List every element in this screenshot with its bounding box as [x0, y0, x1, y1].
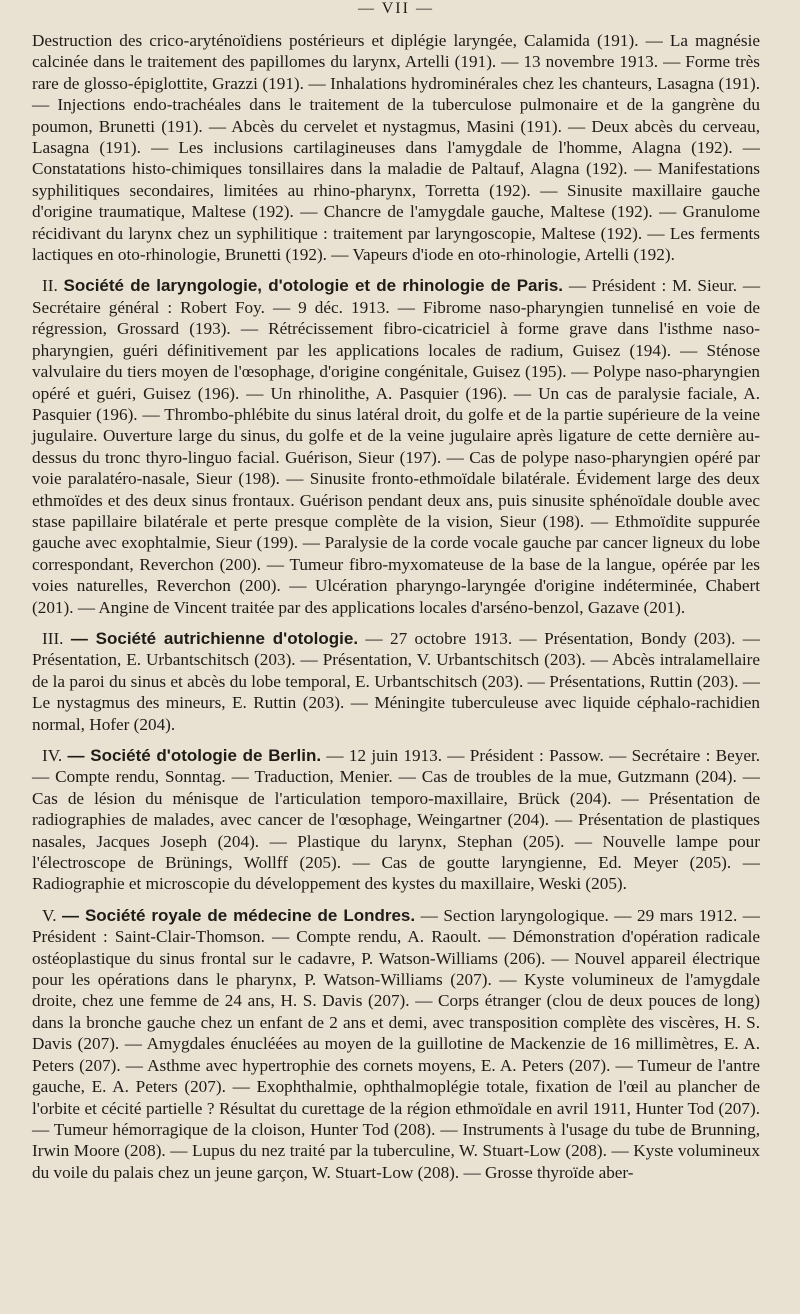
section-number: III. — [42, 628, 64, 648]
section-paragraph-4 — [32, 745, 760, 895]
body-text — [32, 30, 760, 1183]
section-number: II. — [42, 276, 58, 296]
section-paragraph-2 — [32, 275, 760, 618]
section-title: — Société d'otologie de Berlin. — [67, 746, 322, 765]
section-body: — 12 juin 1913. — Président : Passow. — Secrétaire : Beyer. — Compte rendu, Sonntag. — Traduction, Menier. — Cas de troubles de la mue, Gutzmann (204). — Cas de lésion du ménisque de l'articulation temporo-maxillaire, Brück (204). — Présentation de radiographies de malades, avec cancer de l'œsophage, Weingartner (204). — Présentation de plastiques nasales, Jacques Joseph (204). — Plastique du larynx, Stephan (205). — Nouvelle lampe pour l'électroscope de Brünings, Wollff (205). — Cas de goutte laryngienne, Ed. Meyer (205). — Radiographie et microscopie du développement des kystes du maxillaire, Weski (205). — [32, 746, 761, 894]
section-title: — Société autrichienne d'otologie. — [70, 628, 359, 648]
section-paragraph-5 — [32, 905, 760, 1183]
section-number: V. — [42, 905, 57, 925]
section-paragraph-3 — [32, 628, 760, 735]
section-body: — Section laryngologique. — 29 mars 1912. — Président : Saint-Clair-Thomson. — Compte rendu, A. Raoult. — Démonstration d'opération radicale ostéoplastique du sinus frontal sur le cadavre, P. Watson-Williams (206). — Nouvel appareil électrique pour les opérations dans le pharynx, P. Watson-Williams (207). — Kyste volumineux de l'amygdale droite, chez une femme de 24 ans, H. S. Davis (207). — Corps étranger (clou de deux pouces de long) dans la bronche gauche chez un enfant de 2 ans et demi, avec transposition complète des viscères, H. S. Davis (207). — Amygdales énucléées au moyen de la guillotine de Mackenzie de 16 millimètres, E. A. Peters (207). — Asthme avec hypertrophie des cornets moyens, E. A. Peters (207). — Tumeur de l'antre gauche, E. A. Peters (207). — Exophthalmie, ophthalmoplégie totale, fixation de l'œil au plancher de l'orbite et cécité partielle ? Résultat du curettage de la région ethmoïdale en avril 1911, Hunter Tod (207). — Tumeur hémorragique de la cloison, Hunter Tod (208). — Instruments à l'usage du tube de Brunning, Irwin Moore (208). — Lupus du nez traité par la tuberculine, W. Stuart-Low (208). — Kyste volumineux du voile du palais chez un jeune garçon, W. Stuart-Low (208). — Grosse thyroïde aber- — [32, 905, 760, 1182]
section-title: Société de laryngologie, d'otologie et de rhinologie de Paris. — [63, 276, 564, 296]
intro-paragraph: Destruction des crico-aryténoïdiens postérieurs et diplégie laryngée, Calamida (191). — La magnésie calcinée dans le traitement des papillomes du larynx, Artelli (191). — 13 novembre 1913. — Forme très rare de glosso-épiglottite, Grazzi (191). — Inhalations hydrominérales chez les chanteurs, Lasagna (191). — Injections endo-trachéales dans le traitement de la tuberculose pulmonaire et de la gangrène du poumon, Brunetti (191). — Abcès du cervelet et nystagmus, Masini (191). — Deux abcès du cerveau, Lasagna (191). — Les inclusions cartilagineuses dans l'amygdale de l'homme, Alagna (192). — Constatations histo-chimiques tonsillaires dans la maladie de Paltauf, Alagna (192). — Manifestations syphilitiques secondaires, limitées au rhino-pharynx, Torretta (192). — Sinusite maxillaire gauche d'origine traumatique, Maltese (192). — Chancre de l'amygdale gauche, Maltese (192). — Granulome récidivant du larynx chez un syphilitique : traitement par laryngoscopie, Maltese (192). — Les ferments lactiques en oto-rhinologie, Brunetti (192). — Vapeurs d'iode en oto-rhinologie, Artelli (192). — [32, 31, 760, 265]
section-title: — Société royale de médecine de Londres. — [62, 905, 416, 925]
section-body: — Président : M. Sieur. — Secrétaire général : Robert Foy. — 9 déc. 1913. — Fibrome naso-pharyngien tunnelisé en voie de régression, Grossard (193). — Rétrécissement fibro-cicatriciel à forme grave dans l'isthme naso-pharyngien, guéri définitivement par les applications locales de radium, Guisez (194). — Sténose valvulaire du tiers moyen de l'œsophage, d'origine congénitale, Guisez (195). — Polype naso-pharyngien opéré et guéri, Guisez (196). — Un rhinolithe, A. Pasquier (196). — Un cas de paralysie faciale, A. Pasquier (196). — Thrombo-phlébite du sinus latéral droit, du golfe et de la partie supérieure de la veine jugulaire. Ouverture large du sinus, du golfe et de la veine jugulaire après ligature de cette dernière au-dessus du tronc thyro-linguo facial. Guérison, Sieur (197). — Cas de polype naso-pharyngien opéré par voie paralatéro-nasale, Sieur (198). — Sinusite fronto-ethmoïdale bilatérale. Évidement large des deux ethmoïdes et des deux sinus frontaux. Guérison pendant deux ans, puis sinusite sphénoïdale double avec stase papillaire bilatérale et perte presque complète de la vision, Sieur (198). — Ethmoïdite suppurée gauche avec exophtalmie, Sieur (199). — Paralysie de la corde vocale gauche par cancer ligneux du lobe correspondant, Reverchon (200). — Tumeur fibro-myxomateuse de la base de la langue, opérée par les voies naturelles, Reverchon (200). — Ulcération pharyngo-laryngée d'origine indéterminée, Chabert (201). — Angine de Vincent traitée par des applications locales d'arséno-benzol, Gazave (201). — [32, 276, 761, 617]
section-number: IV. — [42, 746, 63, 765]
section-body: — 27 octobre 1913. — Présentation, Bondy (203). — Présentation, E. Urbantschitsch (203). — Présentation, V. Urbantschitsch (203). — Abcès intralamellaire de la paroi du sinus et abcès du lobe temporal, E. Urbantschitsch (203). — Présentations, Ruttin (203). — Le nystagmus des mineurs, E. Ruttin (203). — Méningite tuberculeuse avec liquide céphalo-rachidien normal, Hofer (204). — [32, 628, 760, 734]
page-number: — VII — — [358, 0, 434, 17]
